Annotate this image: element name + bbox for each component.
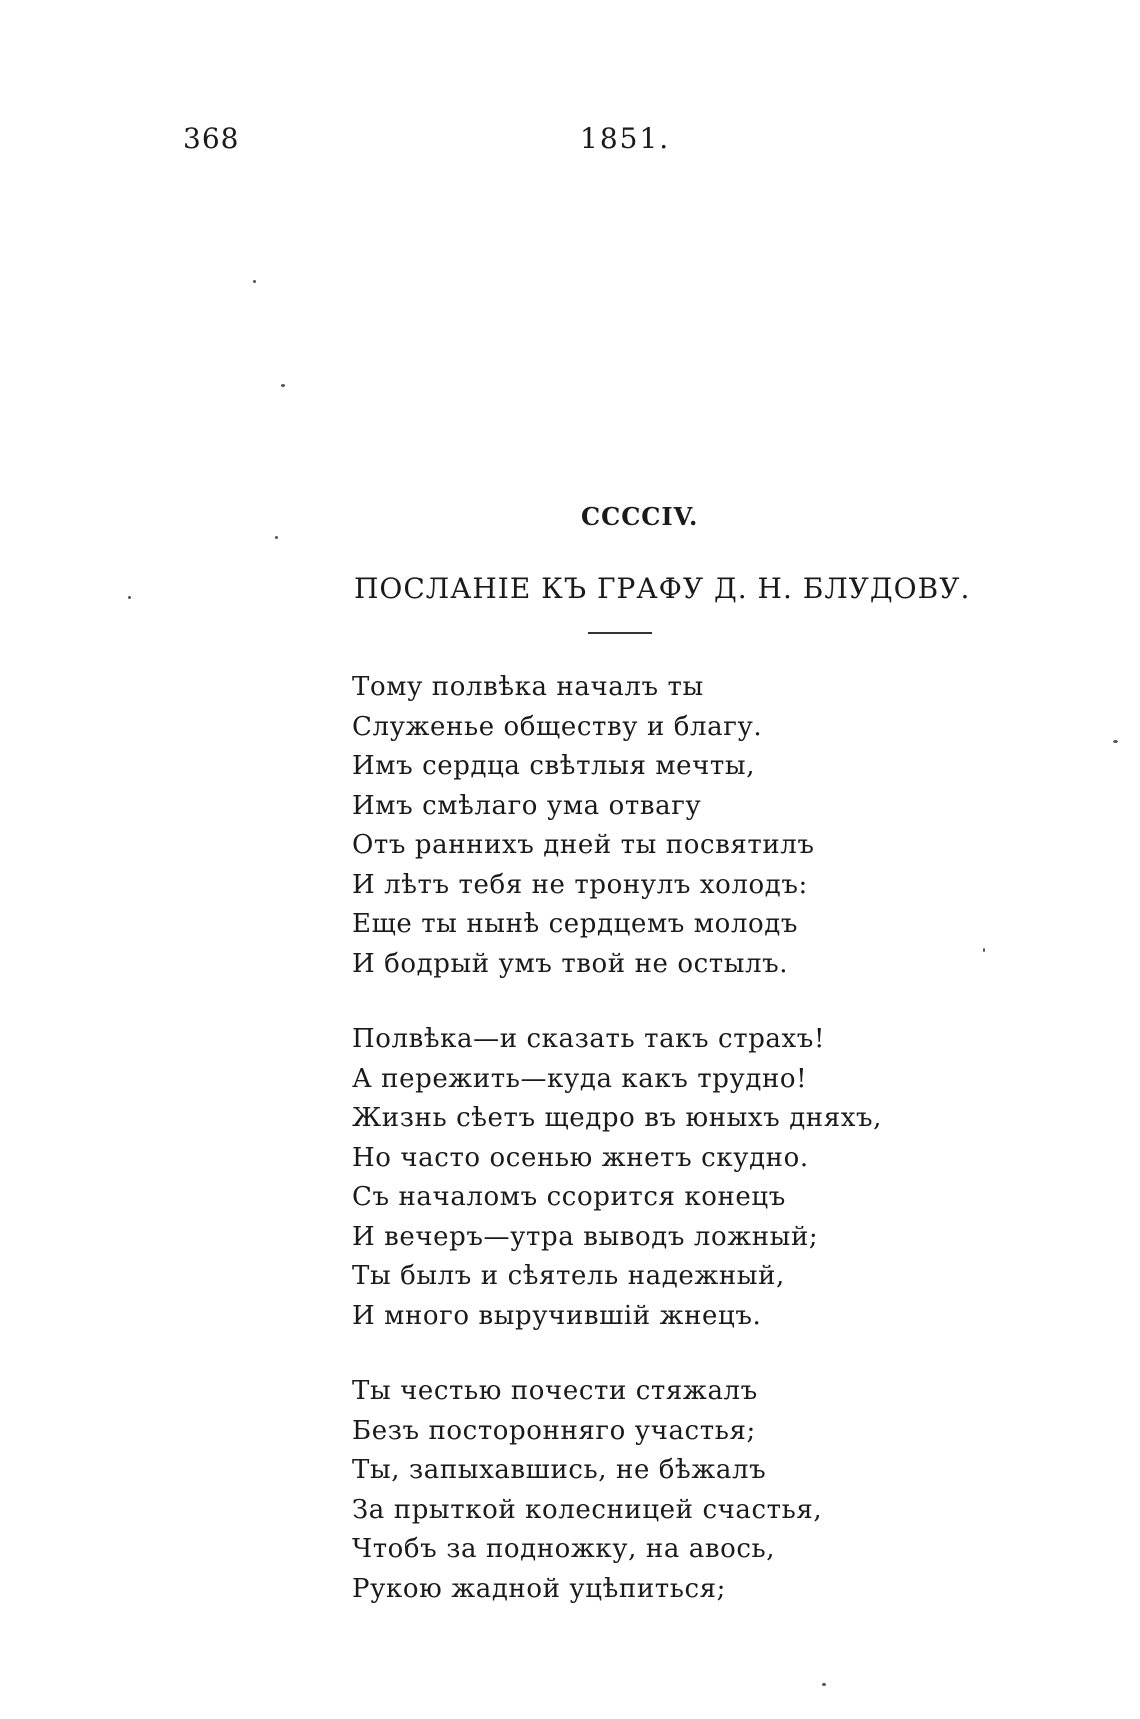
scan-speck (253, 280, 256, 283)
poem-line: Рукою жадной уцѣпиться; (352, 1573, 727, 1604)
scan-speck (983, 948, 985, 952)
poem-line: И лѣтъ тебя не тронулъ холодъ: (352, 869, 808, 900)
scan-speck (822, 1683, 826, 1686)
poem-line: Служенье обществу и благу. (352, 711, 763, 742)
poem-line: Еще ты нынѣ сердцемъ молодъ (352, 909, 798, 939)
poem-line: Чтобъ за подножку, на авось, (352, 1534, 776, 1564)
scan-speck (275, 536, 278, 539)
poem-line: Ты, запыхавшись, не бѣжалъ (352, 1455, 767, 1485)
scan-speck (281, 384, 285, 387)
scan-speck (1113, 740, 1118, 743)
poem-line: Отъ раннихъ дней ты посвятилъ (352, 830, 815, 860)
poem-title: ПОСЛАНІЕ КЪ ГРАФУ Д. Н. БЛУДОВУ. (354, 572, 971, 605)
stanza-2 (352, 1020, 882, 1336)
poem-line: За прыткой колесницей счастья, (352, 1494, 823, 1525)
scan-speck (128, 596, 131, 599)
stanza-1 (352, 668, 882, 984)
poem-line: Съ началомъ ссорится конецъ (352, 1182, 786, 1212)
poem-line: Ты честью почести стяжалъ (352, 1376, 758, 1406)
running-head: 1851. (580, 122, 671, 155)
poem-line: И бодрый умъ твой не остылъ. (352, 948, 789, 979)
poem-line: Безъ посторонняго участья; (352, 1415, 756, 1446)
poem-line: Полвѣка—и сказать такъ страхъ! (352, 1024, 825, 1054)
poem-line: Ты былъ и сѣятель надежный, (352, 1261, 785, 1291)
title-rule (588, 632, 652, 634)
poem-line: Имъ смѣлаго ума отвагу (352, 790, 702, 821)
stanza-3 (352, 1372, 882, 1609)
poem-line: Имъ сердца свѣтлыя мечты, (352, 751, 756, 781)
poem-number: CCCCIV. (581, 502, 699, 531)
poem-line: И много выручившій жнецъ. (352, 1300, 762, 1331)
poem-line: Но часто осенью жнетъ скудно. (352, 1142, 809, 1173)
poem-line: А пережить—куда какъ трудно! (352, 1063, 808, 1094)
poem-line: Жизнь сѣетъ щедро въ юныхъ дняхъ, (352, 1103, 882, 1133)
page-number: 368 (183, 122, 240, 155)
poem-line: И вечеръ—утра выводъ ложный; (352, 1221, 819, 1252)
poem-line: Тому полвѣка началъ ты (352, 672, 704, 702)
poem-body (352, 668, 882, 1609)
